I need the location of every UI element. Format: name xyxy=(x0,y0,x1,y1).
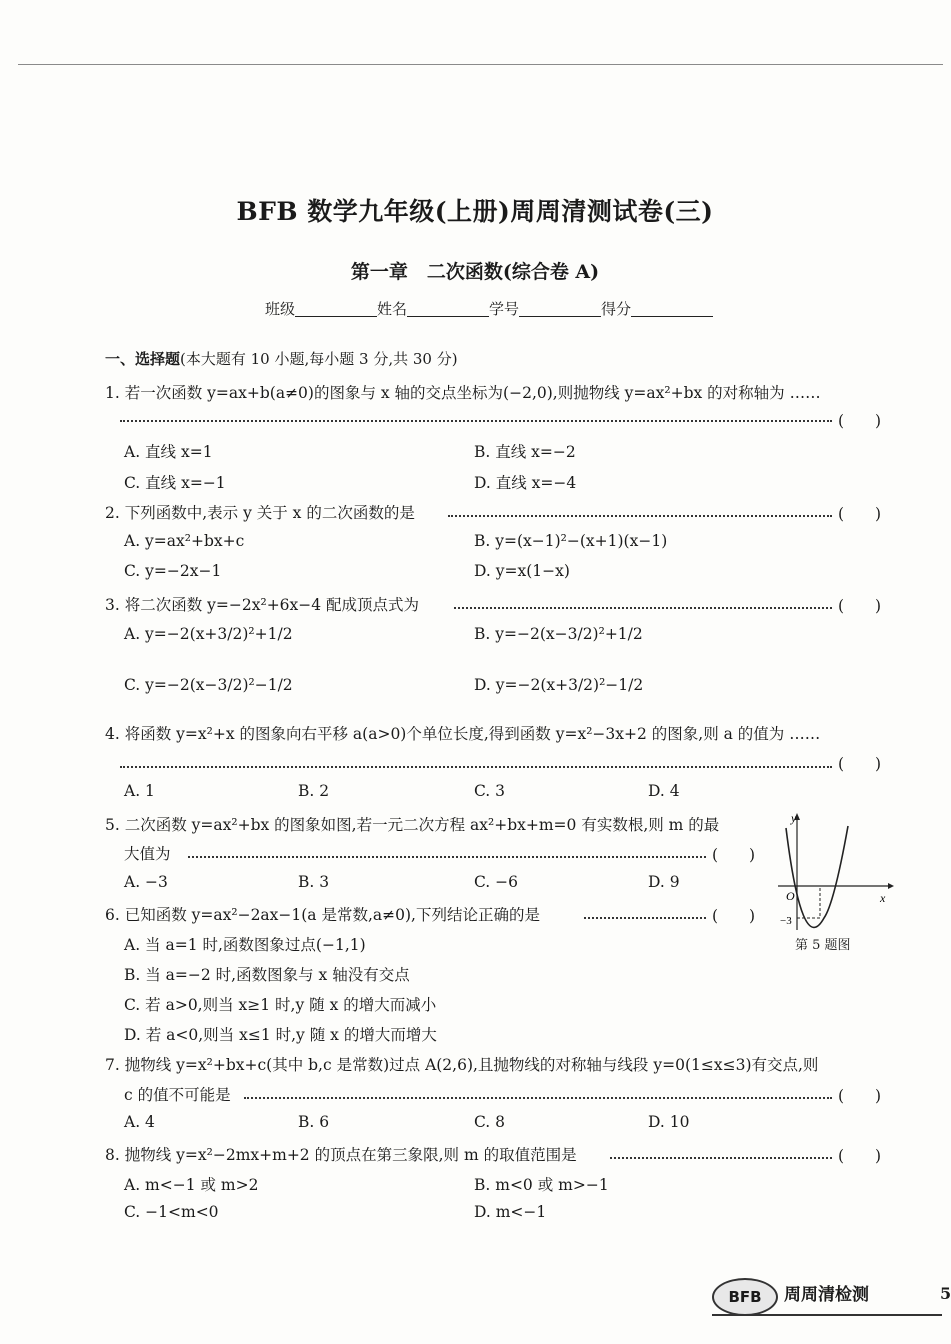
answer-blank-7[interactable]: ( ) xyxy=(838,1087,882,1105)
question-8-stem: 8. 抛物线 y=x²−2mx+m+2 的顶点在第三象限,则 m 的取值范围是 xyxy=(105,1146,577,1164)
q6-option-a: A. 当 a=1 时,函数图象过点(−1,1) xyxy=(124,936,366,954)
q7-option-a: A. 4 xyxy=(124,1113,155,1131)
answer-blank-8[interactable]: ( ) xyxy=(838,1147,882,1165)
field-id-blank[interactable] xyxy=(519,298,601,317)
question-6-stem: 6. 已知函数 y=ax²−2ax−1(a 是常数,a≠0),下列结论正确的是 xyxy=(105,906,540,924)
footer-rule xyxy=(712,1314,942,1316)
question-5-stem: 5. 二次函数 y=ax²+bx 的图象如图,若一元二次方程 ax²+bx+m=0 有实数根,则 m 的最 xyxy=(105,816,720,834)
answer-blank-2[interactable]: ( ) xyxy=(838,505,882,523)
page-number: 5 xyxy=(940,1284,951,1303)
q8-option-c: C. −1<m<0 xyxy=(124,1203,219,1221)
question-5-stem-cont: 大值为 xyxy=(124,845,171,863)
question-3-stem: 3. 将二次函数 y=−2x²+6x−4 配成顶点式为 xyxy=(105,596,420,614)
q2-option-a: A. y=ax²+bx+c xyxy=(124,532,245,550)
page-title: BFB 数学九年级(上册)周周清测试卷(三) xyxy=(236,197,714,226)
section-note: (本大题有 10 小题,每小题 3 分,共 30 分) xyxy=(180,350,458,368)
bfb-logo: BFB xyxy=(712,1278,778,1316)
field-id-label: 学号 xyxy=(489,300,520,318)
q3-option-c: C. y=−2(x−3/2)²−1/2 xyxy=(124,676,293,694)
q2-option-b: B. y=(x−1)²−(x+1)(x−1) xyxy=(474,532,668,550)
q1-option-d: D. 直线 x=−4 xyxy=(474,474,577,492)
q7-option-d: D. 10 xyxy=(648,1113,690,1131)
leader-dots xyxy=(448,515,832,517)
q4-option-c: C. 3 xyxy=(474,782,506,800)
q1-option-b: B. 直线 x=−2 xyxy=(474,443,576,461)
field-class-label: 班级 xyxy=(265,300,296,318)
question-4-stem: 4. 将函数 y=x²+x 的图象向右平移 a(a>0)个单位长度,得到函数 y=x²−3x+2 的图象,则 a 的值为 …… xyxy=(105,725,821,743)
question-2-stem: 2. 下列函数中,表示 y 关于 x 的二次函数的是 xyxy=(105,504,415,522)
q1-option-c: C. 直线 x=−1 xyxy=(124,474,226,492)
q3-option-d: D. y=−2(x+3/2)²−1/2 xyxy=(474,676,644,694)
q8-option-a: A. m<−1 或 m>2 xyxy=(124,1176,259,1194)
leader-dots xyxy=(454,607,832,609)
q5-option-b: B. 3 xyxy=(298,873,330,891)
q4-option-a: A. 1 xyxy=(124,782,155,800)
field-score-blank[interactable] xyxy=(631,298,713,317)
q4-option-d: D. 4 xyxy=(648,782,680,800)
leader-dots xyxy=(584,917,706,919)
field-name-label: 姓名 xyxy=(377,300,408,318)
answer-blank-5[interactable]: ( ) xyxy=(712,846,756,864)
parabola-curve xyxy=(786,826,848,927)
q5-option-d: D. 9 xyxy=(648,873,680,891)
q5-option-c: C. −6 xyxy=(474,873,519,891)
leader-dots xyxy=(188,856,706,858)
q7-option-b: B. 6 xyxy=(298,1113,330,1131)
figure-caption: 第 5 题图 xyxy=(795,938,851,953)
answer-blank-6[interactable]: ( ) xyxy=(712,907,756,925)
top-rule xyxy=(18,64,943,65)
field-class-blank[interactable] xyxy=(295,298,377,317)
leader-dots xyxy=(244,1097,832,1099)
q4-option-b: B. 2 xyxy=(298,782,330,800)
q5-option-a: A. −3 xyxy=(124,873,168,891)
q3-option-b: B. y=−2(x−3/2)²+1/2 xyxy=(474,625,643,643)
leader-dots xyxy=(610,1157,832,1159)
y-axis-label: y xyxy=(791,811,797,825)
answer-blank-4[interactable]: ( ) xyxy=(838,755,882,773)
q3-option-a: A. y=−2(x+3/2)²+1/2 xyxy=(124,625,293,643)
q8-option-b: B. m<0 或 m>−1 xyxy=(474,1176,609,1194)
q8-option-d: D. m<−1 xyxy=(474,1203,547,1221)
leader-dots xyxy=(120,766,832,768)
leader-dots xyxy=(120,420,832,422)
q6-option-d: D. 若 a<0,则当 x≤1 时,y 随 x 的增大而增大 xyxy=(124,1026,437,1044)
minimum-label: −3 xyxy=(780,915,792,927)
q1-option-a: A. 直线 x=1 xyxy=(124,443,213,461)
section-title: 一、选择题 xyxy=(105,350,181,368)
answer-blank-1[interactable]: ( ) xyxy=(838,412,882,430)
question-5-figure xyxy=(776,808,896,933)
student-info-fields xyxy=(265,298,713,319)
field-name-blank[interactable] xyxy=(407,298,489,317)
x-axis-arrow xyxy=(888,883,894,889)
q7-option-c: C. 8 xyxy=(474,1113,506,1131)
footer-label: 周周清检测 xyxy=(784,1285,869,1305)
question-7-stem-cont: c 的值不可能是 xyxy=(124,1086,231,1104)
x-axis-label: x xyxy=(880,891,886,905)
question-1-stem: 1. 若一次函数 y=ax+b(a≠0)的图象与 x 轴的交点坐标为(−2,0),则抛物线 y=ax²+bx 的对称轴为 …… xyxy=(105,384,821,402)
q6-option-b: B. 当 a=−2 时,函数图象与 x 轴没有交点 xyxy=(124,966,410,984)
q2-option-d: D. y=x(1−x) xyxy=(474,562,570,580)
q2-option-c: C. y=−2x−1 xyxy=(124,562,222,580)
origin-label: O xyxy=(786,889,795,903)
field-score-label: 得分 xyxy=(601,300,632,318)
q6-option-c: C. 若 a>0,则当 x≥1 时,y 随 x 的增大而减小 xyxy=(124,996,437,1014)
question-7-stem: 7. 抛物线 y=x²+bx+c(其中 b,c 是常数)过点 A(2,6),且抛物线的对称轴与线段 y=0(1≤x≤3)有交点,则 xyxy=(105,1056,819,1074)
section-heading xyxy=(105,348,458,369)
page-subtitle: 第一章 二次函数(综合卷 A) xyxy=(350,261,600,283)
answer-blank-3[interactable]: ( ) xyxy=(838,597,882,615)
